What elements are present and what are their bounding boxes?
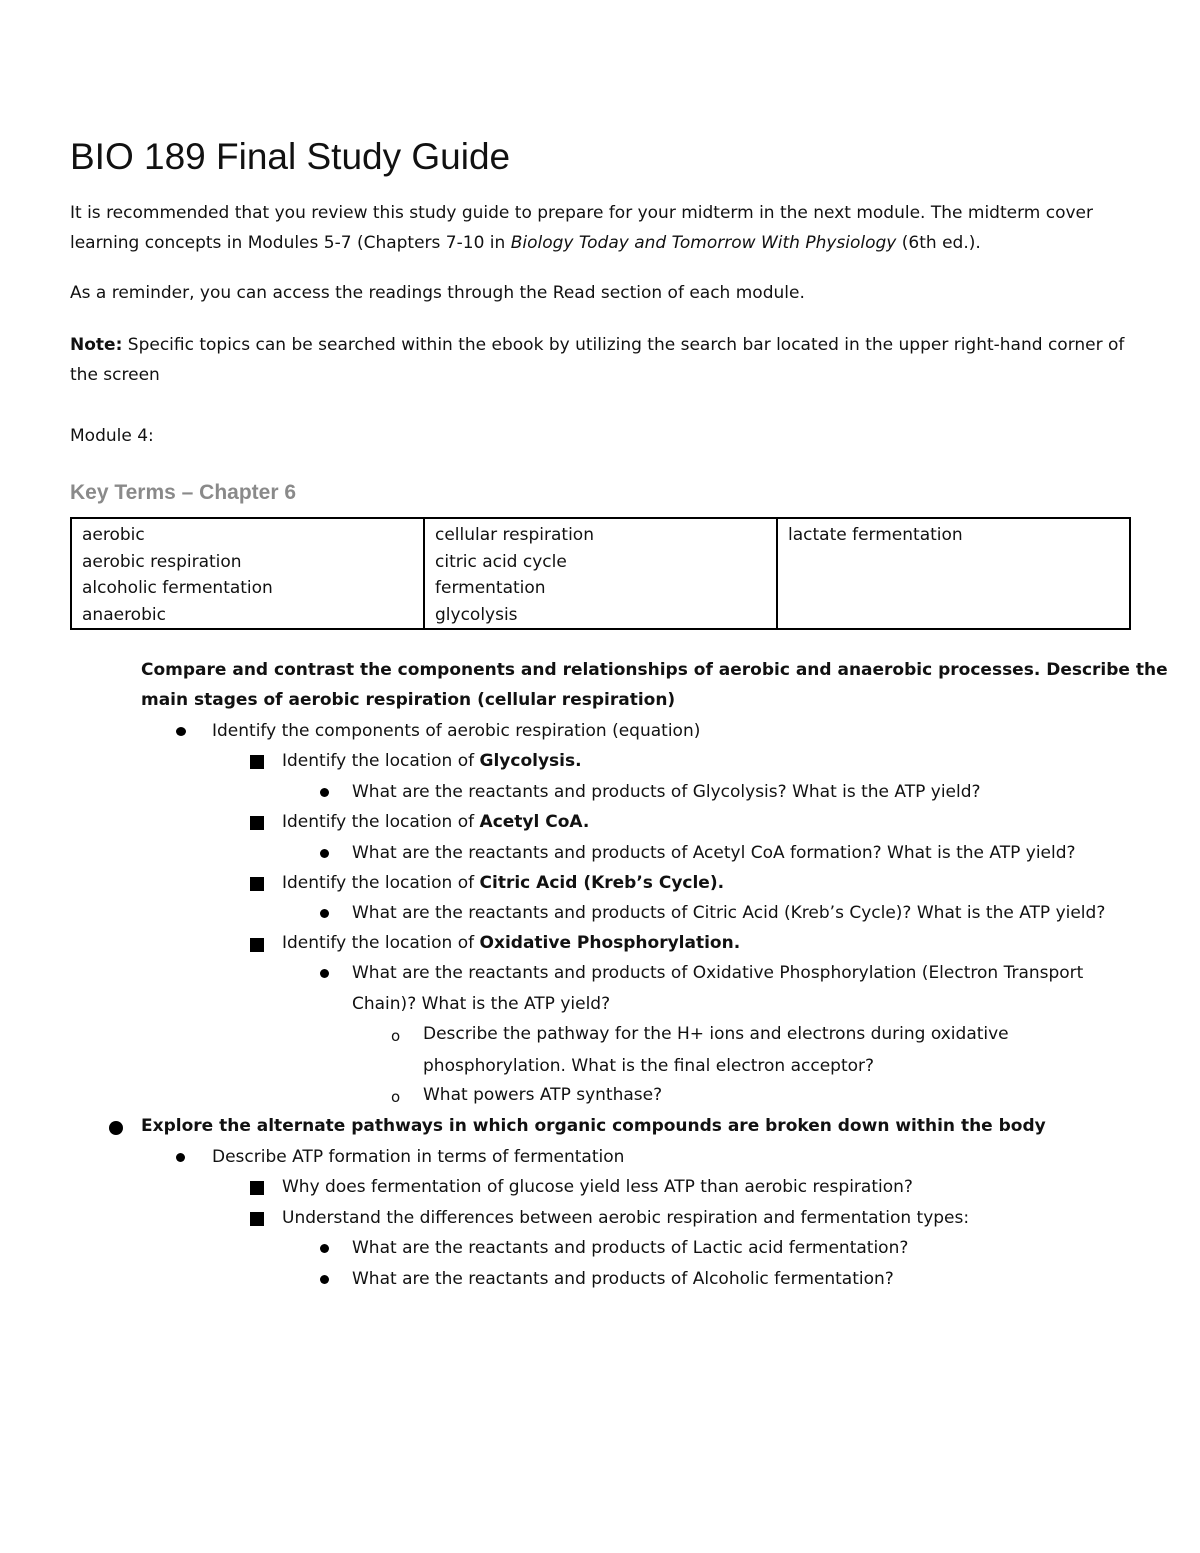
citric-acid-item — [282, 868, 724, 898]
key-term: fermentation — [435, 578, 546, 598]
bullet-square-icon — [250, 877, 264, 891]
objective-1-line-2: main stages of aerobic respiration (cellular respiration) — [141, 690, 676, 710]
bullet-dot-icon — [320, 1244, 329, 1253]
intro-edition: (6th ed.). — [896, 233, 981, 253]
oxidative-question-line-2: Chain)? What is the ATP yield? — [352, 994, 611, 1014]
oxidative-phosphorylation-term: Oxidative Phosphorylation. — [479, 933, 741, 953]
bullet-dot-icon — [320, 1275, 329, 1284]
alcoholic-question: What are the reactants and products of Alcoholic fermentation? — [352, 1269, 894, 1289]
bullet-dot-icon — [320, 969, 329, 978]
intro-text: It is recommended that you review this study guide to prepare for your midterm in the next module. The midterm cover learning concepts in Modules 5-7 (Chapters 7-10 in — [70, 203, 1093, 253]
key-term: glycolysis — [435, 604, 518, 625]
citric-acid-term: Citric Acid (Kreb’s Cycle). — [479, 873, 725, 893]
bullet-square-icon — [250, 1212, 264, 1226]
bullet-square-icon — [250, 1181, 264, 1195]
bullet-circle-icon: o — [391, 1027, 401, 1045]
bullet-square-icon — [250, 816, 264, 830]
acetyl-coa-term: Acetyl CoA. — [479, 812, 590, 832]
pathway-question-line-1: Describe the pathway for the H+ ions and electrons during oxidative — [423, 1024, 1009, 1044]
document-title: BIO 189 Final Study Guide — [70, 136, 511, 177]
key-terms-column-2 — [424, 518, 777, 629]
key-term: aerobic — [82, 525, 145, 545]
identify-prefix: Identify the location of — [282, 751, 480, 771]
identify-prefix: Identify the location of — [282, 933, 480, 953]
oxidative-phosphorylation-item — [282, 928, 740, 958]
key-term: lactate fermentation — [788, 525, 963, 545]
identify-prefix: Identify the location of — [282, 812, 480, 832]
note-paragraph — [70, 330, 1130, 390]
objective-1-line-1: Compare and contrast the components and relationships of aerobic and anaerobic processes. Describe the — [141, 660, 1168, 680]
note-label: Note: — [70, 335, 123, 355]
identify-components-item: Identify the components of aerobic respiration (equation) — [212, 721, 701, 741]
synthase-question: What powers ATP synthase? — [423, 1085, 663, 1105]
key-term: alcoholic fermentation — [82, 578, 273, 598]
acetyl-coa-question: What are the reactants and products of Acetyl CoA formation? What is the ATP yield? — [352, 843, 1076, 863]
key-term: aerobic respiration — [82, 551, 242, 572]
key-terms-column-1 — [71, 518, 424, 629]
key-term: anaerobic — [82, 604, 166, 625]
note-text: Specific topics can be searched within the ebook by utilizing the search bar located in the upper right-hand corner of the screen — [70, 335, 1125, 385]
bullet-dot-icon — [109, 1121, 123, 1135]
module-label: Module 4: — [70, 426, 154, 446]
citric-acid-question: What are the reactants and products of Citric Acid (Kreb’s Cycle)? What is the ATP yield? — [352, 903, 1106, 923]
bullet-dot-icon — [320, 788, 329, 797]
reminder-paragraph: As a reminder, you can access the readings through the Read section of each module. — [70, 283, 805, 303]
bullet-dot-icon — [176, 727, 186, 736]
book-title: Biology Today and Tomorrow With Physiology — [510, 233, 897, 253]
oxidative-question-line-1: What are the reactants and products of Oxidative Phosphorylation (Electron Transport — [352, 963, 1084, 983]
lactic-question: What are the reactants and products of Lactic acid fermentation? — [352, 1238, 909, 1258]
bullet-dot-icon — [320, 849, 329, 858]
key-terms-table — [70, 517, 1131, 630]
fermentation-atp-item: Describe ATP formation in terms of fermentation — [212, 1147, 625, 1167]
bullet-square-icon — [250, 938, 264, 952]
glycolysis-question: What are the reactants and products of Glycolysis? What is the ATP yield? — [352, 782, 981, 802]
bullet-dot-icon — [176, 1153, 185, 1162]
glycolysis-term: Glycolysis. — [479, 751, 582, 771]
glycolysis-item — [282, 746, 582, 776]
why-less-atp-item: Why does fermentation of glucose yield less ATP than aerobic respiration? — [282, 1177, 913, 1197]
key-term: citric acid cycle — [435, 551, 567, 572]
differences-item: Understand the differences between aerobic respiration and fermentation types: — [282, 1208, 970, 1228]
bullet-circle-icon: o — [391, 1088, 401, 1106]
objective-2: Explore the alternate pathways in which organic compounds are broken down within the body — [141, 1116, 1046, 1136]
key-term: cellular respiration — [435, 525, 594, 545]
bullet-square-icon — [250, 755, 264, 769]
key-terms-heading: Key Terms – Chapter 6 — [70, 481, 297, 504]
intro-paragraph — [70, 198, 1130, 258]
identify-prefix: Identify the location of — [282, 873, 480, 893]
key-terms-row — [71, 518, 1130, 629]
bullet-dot-icon — [320, 909, 329, 918]
pathway-question-line-2: phosphorylation. What is the final electron acceptor? — [423, 1056, 875, 1076]
key-terms-column-3 — [777, 518, 1130, 629]
acetyl-coa-item — [282, 807, 589, 837]
